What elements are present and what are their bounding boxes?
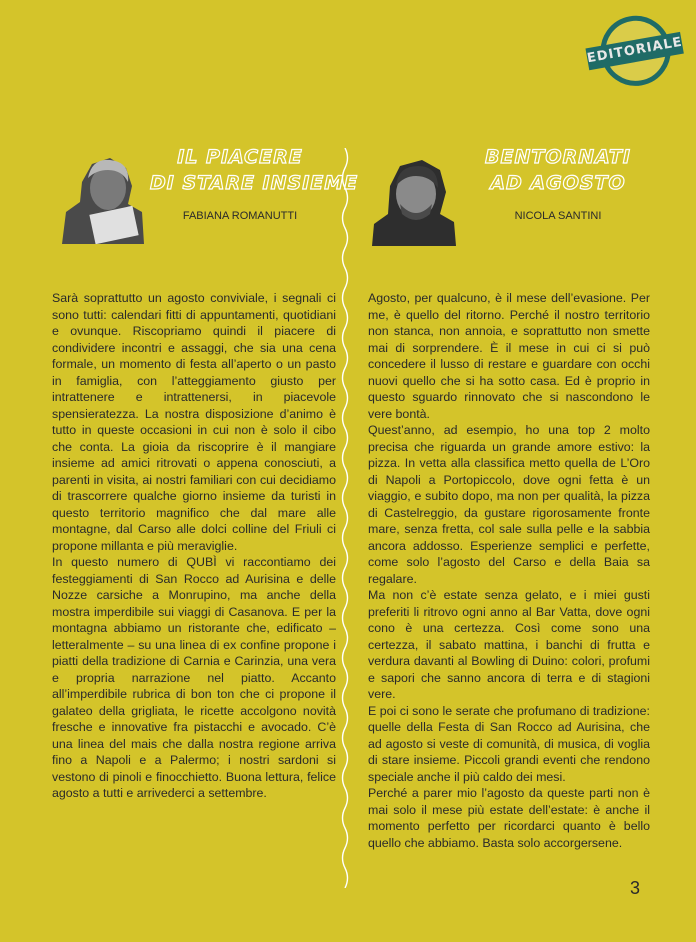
right-paragraph: Perché a parer mio l’agosto da queste parti non è mai solo il mese più estate dell’estate: è anche il momento perfetto per ricordarci quanto è bello quello che abbiamo. Basta solo accorgersene. bbox=[368, 786, 650, 850]
left-author: FABIANA ROMANUTTI bbox=[182, 210, 298, 222]
right-paragraph: E poi ci sono le serate che profumano di tradizione: quelle della Festa di San Rocco ad Aurisina, che ad agosto si veste di comunità, di musica, di voglia di stare insieme. Piccoli grandi eventi che rendono speciale anche il più caldo dei mesi. bbox=[368, 703, 650, 784]
right-paragraph: Ma non c’è estate senza gelato, e i miei gusti preferiti li ritrovo ogni anno al Bar Vatta, dove ogni cono è una certezza. Così come sono una certezza, il sabato mattina, i banchi di frutta e verdura davanti al Bowling di Duino: colori, profumi e sapori che sanno ancora di terra e di stagioni vere. bbox=[368, 588, 650, 701]
right-title-line2: AD AGOSTO bbox=[490, 172, 626, 194]
left-paragraph: In questo numero di QUBÌ vi raccontiamo dei festeggiamenti di San Rocco ad Aurisina e delle Nozze carsiche a Monrupino, ma anche della mostra imperdibile sui viaggi di Casanova. E per la montagna abbiamo un ristorante che, edificato – letteralmente – su una linea di ex confine propone i piatti della tradizione di Carnia e Carinzia, una vera e propria narrazione nel piatto. Accanto all’imperdibile rubrica di bon ton che ci propone il galateo della grigliata, le ricette accolgono novità fresche e innovative fra pistacchi e avocado. C’è una linea del mais che dalla nostra regione arriva fino a Napoli e a Palermo; i nostri sardoni si vestono di pinoli e finocchietto. Buona lettura, felice agosto a tutti e arrivederci a settembre. bbox=[52, 555, 336, 800]
left-column-text bbox=[52, 290, 336, 802]
stamp-label: EDITORIALE bbox=[585, 32, 683, 70]
left-title-line1: IL PIACERE bbox=[177, 146, 303, 168]
right-paragraph: Quest’anno, ad esempio, ho una top 2 molto precisa che riguarda un grande amore estivo: la pizza. In vetta alla classifica metto quella de L’Oro di Napoli a Portopiccolo, dove ogni fetta è un viaggio, e subito dopo, ma non per qualità, la pizza di Castelreggio, da gustare rigorosamente fronte mare, senza fretta, col sale sulla pelle e la sabbia ancora addosso. Esperienze semplici e perfette, come solo l’agosto del Carso e della Baia sa regalare. bbox=[368, 423, 650, 586]
right-title-line1: BENTORNATI bbox=[485, 146, 631, 168]
author-portrait-right bbox=[366, 156, 458, 246]
left-paragraph: Sarà soprattutto un agosto conviviale, i segnali ci sono tutti: calendari fitti di appuntamenti, quotidiani e ovunque. Riscopriamo quindi il piacere di condividere incontri e assaggi, che sia una cena formale, un momento di festa all’aperto o un pasto in famiglia, con l’atteggiamento giusto per intrattenere e intrattenersi, in piacevole spensieratezza. La nostra disposizione d’animo è tutto in queste occasioni in cui non è solo il cibo che conta. La gioia da riscoprire è il mangiare insieme ad amici ritrovati o appena conosciuti, a parenti in visita, ai nostri familiari con cui decidiamo di trascorrere qualche giorno insieme da turisti in questo territorio magnifico che dal mare alle montagne, dal Carso alle dolci colline del Friuli ci propone millanta e più meraviglie. bbox=[52, 291, 336, 553]
page-number: 3 bbox=[630, 878, 641, 898]
left-title-line2: DI STARE INSIEME bbox=[150, 172, 359, 194]
right-column-text bbox=[368, 290, 650, 851]
wavy-divider bbox=[338, 148, 352, 888]
author-portrait-left bbox=[52, 152, 148, 244]
right-paragraph: Agosto, per qualcuno, è il mese dell’evasione. Per me, è quello del ritorno. Perché il nostro territorio non stanca, non annoia, e soprattutto non smette mai di sorprendere. È il mese in cui ci si può concedere il lusso di restare e guardare con occhi nuovi quello che si ha sotto casa. Ed è proprio in questo sguardo rinnovato che si nascondono le vere bontà. bbox=[368, 291, 650, 421]
editoriale-stamp bbox=[581, 6, 689, 99]
right-author: NICOLA SANTINI bbox=[514, 210, 602, 222]
